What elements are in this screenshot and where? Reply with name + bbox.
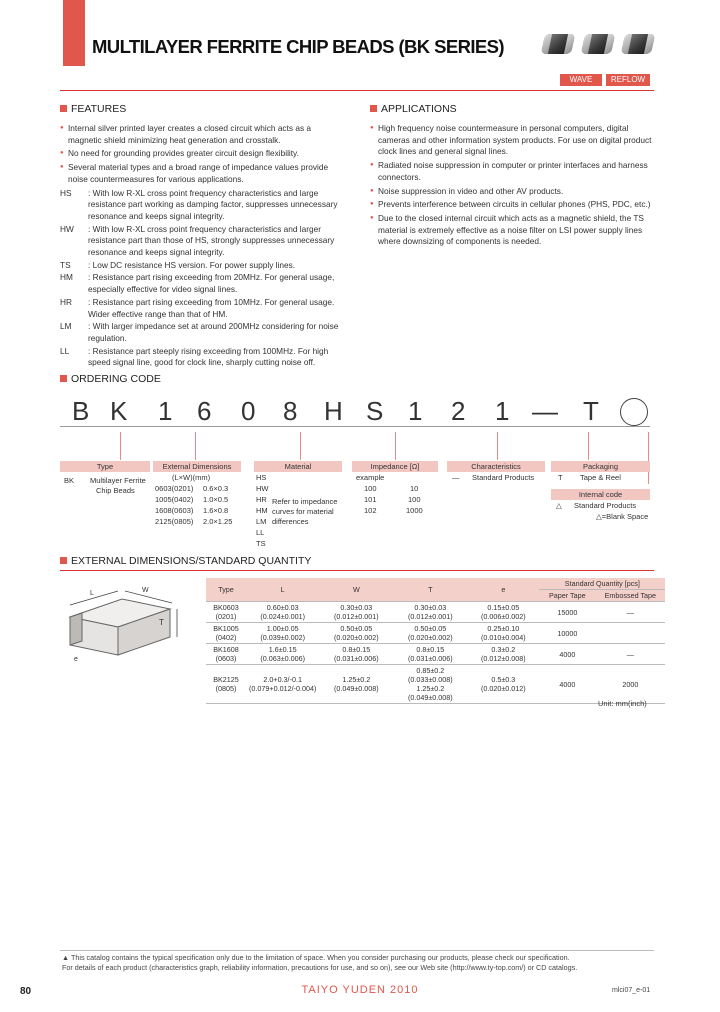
leader-line [648,432,649,484]
internal-code-head: Internal code [551,489,650,500]
application-bullet: ● High frequency noise countermeasure in personal computers, digital cameras and other information system products. For use on digital product clock lines and general signal lines. [370,123,654,158]
impedance-head: Impedance [Ω] [352,461,438,472]
header-accent-bar [63,0,85,66]
applications-section [370,123,654,250]
features-section [60,123,344,370]
code-char: 0 [241,396,256,426]
col-e: e [467,578,539,602]
impedance-example: example [356,473,385,482]
packaging-head: Packaging [551,461,650,472]
type-desc-2: Chip Beads [96,486,135,495]
material-code: HM [256,506,268,515]
material-hw: HW : With low R-XL cross point frequency characteristics and larger resistance part than those of HS, strongly suppresses unnecessary resonance and keeps signal integrity. [60,223,335,258]
reflow-tag: REFLOW [606,74,650,86]
impedance-value: 100 [408,495,421,504]
type-code: BK [64,476,75,485]
material-head: Material [254,461,342,472]
leader-line [395,432,396,460]
material-code: LM [256,517,267,526]
material-ll: LL : Resistance part steeply rising exceeding from 100MHz. For high speed signal line, good for clock line, sharply cutting noise off. [60,345,329,368]
chip-electrode [70,613,82,645]
footer-note-1: ▲ This catalog contains the typical specification only due to the limitation of space. When you consider purchasing our products, please check our specification. [62,953,570,962]
chip-bead-image-2 [581,34,615,54]
dims-code: 1005(0402) [155,495,194,504]
internal-code-desc: Standard Products [574,501,637,510]
characteristics-desc: Standard Products [472,473,535,482]
table-row: BK0603 (0201) 0.60±0.03 (0.024±0.001) 0.30±0.03 (0.012±0.001) 0.30±0.03 (0.012±0.001) 0.15±0.05 (0.006±0.002) 15000 — [206,602,665,623]
impedance-code: 102 [364,506,377,515]
ordering-code-string [60,396,650,432]
material-hr: HR : Resistance part rising exceeding from 10MHz. For general usage. Wider effective range than that of HM. [60,296,335,319]
internal-code-note: △=Blank Space [596,512,649,521]
wave-tag: WAVE [560,74,602,86]
code-underline [60,426,650,427]
feature-bullet: ● Several material types and a broad range of impedance values provide noise countermeasures for various applications. [60,162,344,185]
table-row: BK1005 (0402) 1.00±0.05 (0.039±0.002) 0.50±0.05 (0.020±0.002) 0.50±0.05 (0.020±0.002) 0.25±0.10 (0.010±0.004) 10000 [206,623,665,644]
col-std-qty: Standard Quantity [pcs] [539,578,665,590]
packaging-desc: Tape & Reel [580,473,621,482]
leader-line [195,432,196,460]
code-char: S [366,396,384,426]
material-lm: LM : With larger impedance set at around 200MHz considering for noise regulation. [60,321,339,343]
material-code: HW [256,484,269,493]
material-note: Refer to impedance curves for material differences [272,497,338,526]
leader-line [300,432,301,460]
col-w: W [319,578,393,602]
chip-bead-image-1 [541,34,575,54]
code-char: 2 [451,396,466,426]
feature-bullet: ● Internal silver printed layer creates a closed circuit which acts as a magnetic shield minimizing heat generation and crosstalk. [60,123,344,146]
material-ts: TS : Low DC resistance HS version. For power supply lines. [60,259,296,270]
leader-line [588,432,589,460]
application-bullet: ● Due to the closed internal circuit which acts as a magnetic shield, the TS material is extremely effective as a noise filter on LSI power supply lines where downsizing of components is needed. [370,213,654,248]
dimensions-heading: EXTERNAL DIMENSIONS/STANDARD QUANTITY [60,555,311,567]
dims-sub: (L×W)(mm) [172,473,211,482]
material-hs: HS : With low R-XL cross point frequency characteristics and large resistance part working as damping factor, suppresses unnecessary resonance and keeps signal integrity. [60,187,338,221]
dim-label-t: T [159,618,164,627]
dims-size: 0.6×0.3 [203,484,229,493]
dims-size: 2.0×1.25 [203,517,233,526]
dim-label-w: W [142,587,149,594]
material-code: TS [256,539,266,548]
material-code: LL [256,528,265,537]
leader-line [120,432,121,460]
dim-label-e: e [74,656,78,663]
table-row: BK1608 (0603) 1.6±0.15 (0.063±0.006) 0.8±0.15 (0.031±0.006) 0.8±0.15 (0.031±0.006) 0.3±0.2 (0.012±0.008) 4000 — [206,644,665,665]
dims-code: 2125(0805) [155,517,194,526]
code-char: 8 [283,396,298,426]
col-t: T [393,578,467,602]
col-paper: Paper Tape [539,590,595,602]
dims-size: 1.0×0.5 [203,495,229,504]
col-type: Type [206,578,246,602]
application-bullet: ● Prevents interference between circuits in cellular phones (PHS, PDC, etc.) [370,199,654,211]
code-char: B [72,396,90,426]
chip-bead-image-3 [621,34,655,54]
characteristics-head: Characteristics [447,461,545,472]
impedance-code: 100 [364,484,377,493]
code-char: 1 [495,396,510,426]
impedance-code: 101 [364,495,377,504]
feature-bullet: ● No need for grounding provides greater circuit design flexibility. [60,148,344,160]
code-char: T [583,396,599,426]
material-code: HR [256,495,267,504]
material-hm: HM : Resistance part rising exceeding from 20MHz. For general usage, especially effective for video signal lines. [60,272,335,295]
dims-code: 0603(0201) [155,484,194,493]
page-title: MULTILAYER FERRITE CHIP BEADS (BK SERIES) [92,36,504,57]
dim-label-l: L [90,590,94,597]
code-char: — [532,396,558,426]
internal-code-circle [620,398,648,426]
code-char: K [110,396,128,426]
dimensions-rule [60,570,654,571]
application-bullet: ● Radiated noise suppression in computer or printer interfaces and harness connectors. [370,160,654,183]
footer-rule [60,950,654,951]
type-desc-1: Multilayer Ferrite [90,476,146,485]
material-code: HS [256,473,267,482]
characteristics-code: — [452,473,460,482]
header-rule [60,90,654,91]
brand-footer: TAIYO YUDEN 2010 [301,984,419,996]
table-row: BK2125 (0805) 2.0+0.3/-0.1 (0.079+0.012/-0.004) 1.25±0.2 (0.049±0.008) 0.85±0.2 (0.033±0.008) 1.25±0.2 (0.049±0.008) 0.5±0.3 (0.020±0.012) 4000 2000 [206,665,665,704]
dims-code: 1608(0603) [155,506,194,515]
application-bullet: ● Noise suppression in video and other AV products. [370,186,654,198]
leader-line [497,432,498,460]
code-char: 6 [197,396,212,426]
dims-size: 1.6×0.8 [203,506,229,515]
code-char: 1 [408,396,423,426]
ordering-code-heading: ORDERING CODE [60,373,161,385]
internal-code-sym: △ [556,501,562,510]
impedance-value: 10 [410,484,419,493]
dims-head: External Dimensions [153,461,241,472]
col-emb: Embossed Tape [595,590,665,602]
impedance-value: 1000 [406,506,423,515]
col-l: L [246,578,319,602]
applications-heading: APPLICATIONS [370,103,457,115]
unit-note: Unit: mm(inch) [598,699,647,708]
dimensions-table [206,578,665,704]
features-heading: FEATURES [60,103,126,115]
packaging-code: T [558,473,563,482]
chip-dimension-drawing [62,585,182,665]
footer-note-2: For details of each product (characteristics graph, reliability information, precautions for use, and so on), see our Web site (http://www.ty-top.com/) or CD catalogs. [62,963,578,972]
code-char: H [324,396,343,426]
page-number: 80 [20,986,32,997]
type-head: Type [60,461,150,472]
code-char: 1 [158,396,173,426]
catalog-code: mlci07_e-01 [612,987,651,994]
